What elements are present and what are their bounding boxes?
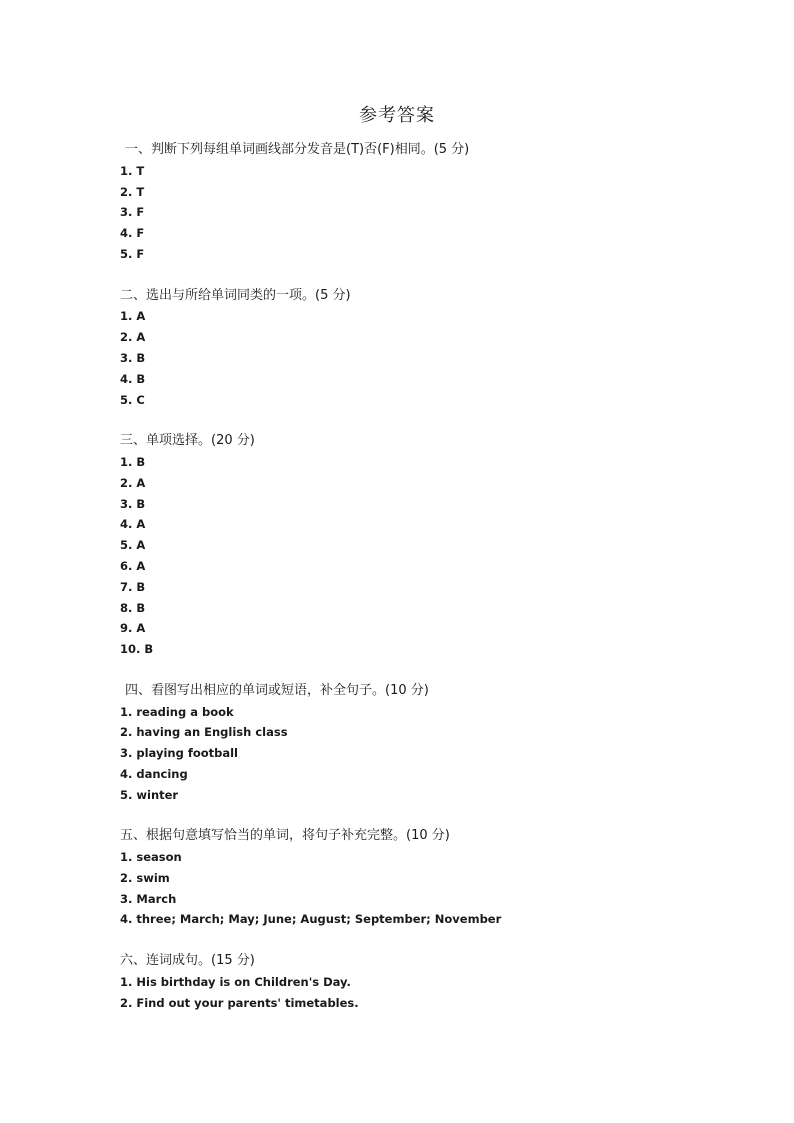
- answer-item: 3. March: [120, 891, 177, 906]
- answer-item: 5. A: [120, 538, 146, 553]
- section-3-answers: [120, 452, 680, 660]
- section-6-heading: 六、连词成句。(15 分): [120, 953, 255, 969]
- answer-item: 1. B: [120, 454, 146, 469]
- answer-item: 2. A: [120, 330, 146, 345]
- answer-item: 2. A: [120, 475, 146, 490]
- section-spacer: [120, 660, 680, 681]
- answer-item: 3. F: [120, 205, 145, 220]
- answer-item: 7. B: [120, 579, 146, 594]
- section-spacer: [120, 930, 680, 951]
- answer-item: 5. F: [120, 246, 145, 261]
- answer-item: 4. dancing: [120, 766, 188, 781]
- answer-item: 1. A: [120, 309, 146, 324]
- section-1-answers: [120, 161, 680, 265]
- answer-item: 3. B: [120, 496, 146, 511]
- section-5-answers: [120, 847, 680, 930]
- section-4-answers: [120, 702, 680, 806]
- answer-item: 4. A: [120, 517, 146, 532]
- answer-item: 2. having an English class: [120, 725, 288, 740]
- section-2-answers: [120, 306, 680, 410]
- answer-item: 5. C: [120, 392, 145, 407]
- answer-item: 4. F: [120, 226, 145, 241]
- answer-item: 2. T: [120, 184, 145, 199]
- answer-item: 10. B: [120, 642, 154, 657]
- section-4-heading: 四、看图写出相应的单词或短语，补全句子。(10 分): [125, 682, 429, 698]
- answer-sections: [120, 140, 680, 1013]
- answer-item: 1. His birthday is on Children's Day.: [120, 974, 351, 989]
- answer-item: 2. Find out your parents' timetables.: [120, 995, 359, 1010]
- answer-item: 4. B: [120, 371, 146, 386]
- answer-item: 1. reading a book: [120, 704, 234, 719]
- answer-item: 2. swim: [120, 870, 170, 885]
- answer-item: 3. B: [120, 350, 146, 365]
- section-spacer: [120, 806, 680, 827]
- answer-item: 3. playing football: [120, 746, 238, 761]
- section-1-heading: 一、判断下列每组单词画线部分发音是(T)否(F)相同。(5 分): [125, 142, 470, 157]
- section-2-heading: 二、选出与所给单词同类的一项。(5 分): [120, 287, 351, 303]
- answer-item: 6. A: [120, 558, 146, 573]
- section-6-answers: [120, 972, 680, 1014]
- answer-item: 1. season: [120, 850, 182, 865]
- section-5-heading: 五、根据句意填写恰当的单词，将句子补充完整。(10 分): [120, 828, 450, 844]
- section-spacer: [120, 410, 680, 431]
- answer-item: 1. T: [120, 163, 145, 178]
- answer-item: 8. B: [120, 600, 146, 615]
- answer-item: 4. three; March; May; June; August; September; November: [120, 912, 502, 927]
- section-3-heading: 三、单项选择。(20 分): [120, 433, 255, 449]
- answer-item: 5. winter: [120, 787, 179, 802]
- page-title: 参考答案: [359, 105, 435, 126]
- answer-item: 9. A: [120, 621, 146, 636]
- section-spacer: [120, 265, 680, 286]
